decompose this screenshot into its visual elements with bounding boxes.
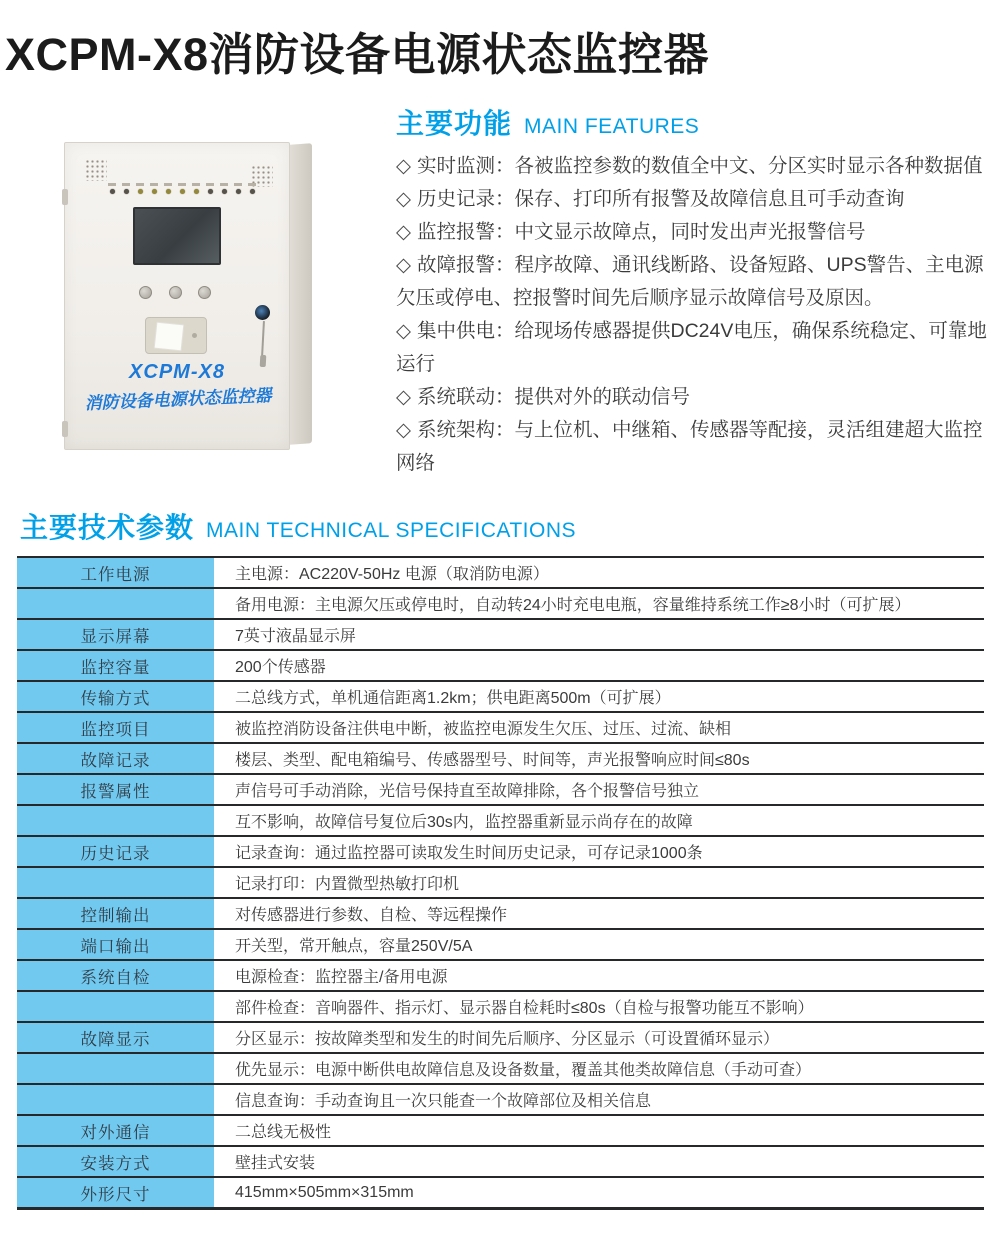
table-row: [17, 1083, 984, 1114]
spec-label: 系统自检: [17, 961, 214, 990]
round-button: [169, 286, 182, 299]
diamond-bullet-icon: ◇: [396, 221, 411, 243]
spec-value: 电源检查：监控器主/备用电源: [235, 969, 448, 986]
hinge-icon: [62, 189, 68, 205]
table-row: [17, 1145, 984, 1176]
thermal-printer: [145, 317, 207, 354]
led-indicator: [149, 183, 159, 194]
table-row: [17, 1021, 984, 1052]
spec-label: [17, 589, 214, 618]
feature-text: 实时监测：各被监控参数的数值全中文、分区实时显示各种数据值: [417, 155, 983, 177]
spec-value: 被监控消防设备注供电中断，被监控电源发生欠压、过压、过流、缺相: [235, 721, 732, 738]
spec-label: 报警属性: [17, 775, 214, 804]
led-indicator: [163, 183, 173, 194]
led-indicator: [219, 183, 229, 194]
table-row: [17, 711, 984, 742]
spec-value: 备用电源：主电源欠压或停电时，自动转24小时充电电瓶，容量维持系统工作≥8小时（可扩展）: [235, 597, 911, 614]
table-row: [17, 990, 984, 1021]
spec-label: [17, 1085, 214, 1114]
round-button: [139, 286, 152, 299]
led-indicator: [177, 183, 187, 194]
feature-item: [396, 249, 993, 315]
table-row: [17, 680, 984, 711]
hinge-icon: [62, 421, 68, 437]
spec-value: 壁挂式安装: [235, 1155, 316, 1172]
speaker-grille-icon: [85, 159, 107, 181]
spec-label: 端口输出: [17, 930, 214, 959]
spec-label: 传输方式: [17, 682, 214, 711]
spec-value: 记录打印：内置微型热敏打印机: [235, 876, 460, 893]
spec-value: 二总线方式，单机通信距离1.2km；供电距离500m（可扩展）: [235, 690, 671, 707]
specs-heading-en: MAIN TECHNICAL SPECIFICATIONS: [206, 519, 577, 542]
table-row: [17, 959, 984, 990]
table-row: [17, 649, 984, 680]
table-row: [17, 928, 984, 959]
spec-label: 显示屏幕: [17, 620, 214, 649]
feature-item: [396, 315, 993, 381]
diamond-bullet-icon: ◇: [396, 386, 411, 408]
spec-value: 记录查询：通过监控器可读取发生时间历史记录，可存记录1000条: [235, 845, 703, 862]
spec-value: 开关型，常开触点，容量250V/5A: [235, 938, 473, 955]
spec-value: 部件检查：音响器件、指示灯、显示器自检耗时≤80s（自检与报警功能互不影响）: [235, 1000, 814, 1017]
feature-text: 故障报警：程序故障、通讯线断路、设备短路、UPS警告、主电源欠压或停电、控报警时间先后顺序显示故障信号及原因。: [396, 254, 984, 309]
table-row: [17, 618, 984, 649]
device-caption-label: 消防设备电源状态监控器: [84, 385, 272, 414]
spec-value: 200个传感器: [235, 659, 326, 676]
spec-value: 415mm×505mm×315mm: [235, 1183, 414, 1201]
feature-item: [396, 183, 993, 216]
led-indicator: [107, 183, 117, 194]
table-row: [17, 1176, 984, 1207]
feature-text: 系统联动：提供对外的联动信号: [417, 386, 691, 408]
lcd-screen: [133, 207, 221, 265]
product-photo: [60, 136, 322, 458]
printer-button-icon: [192, 333, 197, 338]
table-row: [17, 835, 984, 866]
table-row: [17, 866, 984, 897]
feature-text: 集中供电：给现场传感器提供DC24V电压，确保系统稳定、可靠地运行: [396, 320, 987, 375]
spec-value: 主电源：AC220V-50Hz 电源（取消防电源）: [235, 566, 549, 583]
spec-label: 历史记录: [17, 837, 214, 866]
features-heading-zh: 主要功能: [396, 108, 513, 139]
spec-label: [17, 806, 214, 835]
feature-list: [396, 150, 993, 480]
spec-label: 工作电源: [17, 558, 214, 587]
round-button: [198, 286, 211, 299]
spec-value: 7英寸液晶显示屏: [235, 628, 356, 645]
table-row: [17, 587, 984, 618]
device-model-label: XCPM-X8: [129, 361, 225, 383]
feature-item: [396, 381, 993, 414]
feature-item: [396, 150, 993, 183]
diamond-bullet-icon: ◇: [396, 320, 411, 342]
spec-value: 优先显示：电源中断供电故障信息及设备数量，覆盖其他类故障信息（手动可查）: [235, 1062, 812, 1079]
feature-text: 监控报警：中文显示故障点，同时发出声光报警信号: [417, 221, 866, 243]
spec-label: 安装方式: [17, 1147, 214, 1176]
spec-value: 声信号可手动消除，光信号保持直至故障排除，各个报警信号独立: [235, 783, 700, 800]
led-indicator: [135, 183, 145, 194]
spec-label: [17, 868, 214, 897]
feature-item: [396, 216, 993, 249]
spec-label: 监控项目: [17, 713, 214, 742]
table-row: [17, 556, 984, 587]
indicator-led-row: [107, 183, 257, 194]
spec-label: 控制输出: [17, 899, 214, 928]
led-indicator: [247, 183, 257, 194]
spec-value: 对传感器进行参数、自检、等远程操作: [235, 907, 508, 924]
led-indicator: [233, 183, 243, 194]
features-section: [396, 102, 993, 480]
led-indicator: [121, 183, 131, 194]
spec-value: 楼层、类型、配电箱编号、传感器型号、时间等，声光报警响应时间≤80s: [235, 752, 750, 769]
spec-label: 监控容量: [17, 651, 214, 680]
spec-value: 分区显示：按故障类型和发生的时间先后顺序、分区显示（可设置循环显示）: [235, 1031, 780, 1048]
printer-paper: [154, 322, 185, 352]
specs-heading-zh: 主要技术参数: [20, 512, 195, 543]
table-row: [17, 897, 984, 928]
spec-value: 互不影响，故障信号复位后30s内，监控器重新显示尚存在的故障: [235, 814, 693, 831]
table-row: [17, 1114, 984, 1145]
spec-label: [17, 992, 214, 1021]
page-title: XCPM-X8消防设备电源状态监控器: [5, 29, 710, 80]
spec-label: 故障记录: [17, 744, 214, 773]
spec-label: 对外通信: [17, 1116, 214, 1145]
front-button-row: [139, 286, 211, 299]
spec-table: [17, 556, 984, 1210]
spec-value: 信息查询：手动查询且一次只能查一个故障部位及相关信息: [235, 1093, 652, 1110]
specs-heading: [20, 506, 576, 546]
diamond-bullet-icon: ◇: [396, 155, 411, 177]
features-heading: [396, 102, 993, 142]
led-indicator: [205, 183, 215, 194]
key-lock-icon: [255, 305, 270, 320]
spec-label: 外形尺寸: [17, 1178, 214, 1207]
diamond-bullet-icon: ◇: [396, 254, 411, 276]
key-icon: [261, 321, 265, 357]
feature-text: 历史记录：保存、打印所有报警及故障信息且可手动查询: [417, 188, 905, 210]
led-indicator: [191, 183, 201, 194]
table-row: [17, 804, 984, 835]
feature-text: 系统架构：与上位机、中继箱、传感器等配接，灵活组建超大监控网络: [396, 419, 983, 474]
spec-label: 故障显示: [17, 1023, 214, 1052]
diamond-bullet-icon: ◇: [396, 188, 411, 210]
table-row: [17, 773, 984, 804]
feature-item: [396, 414, 993, 480]
table-row: [17, 742, 984, 773]
features-heading-en: MAIN FEATURES: [524, 115, 700, 138]
spec-value: 二总线无极性: [235, 1124, 332, 1141]
spec-label: [17, 1054, 214, 1083]
table-row: [17, 1052, 984, 1083]
cabinet-front-panel: [64, 142, 290, 450]
diamond-bullet-icon: ◇: [396, 419, 411, 441]
